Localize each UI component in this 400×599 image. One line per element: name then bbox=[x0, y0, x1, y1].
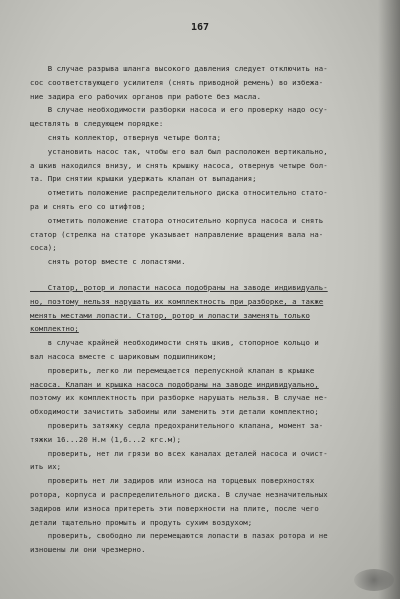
text-line: ить их; bbox=[30, 462, 62, 472]
text-line: та. При снятии крышки удержать клапан от выпадания; bbox=[30, 174, 257, 184]
underlined-line: комплектно; bbox=[30, 324, 79, 334]
text-line: установить насос так, чтобы его вал был расположен вертикально, bbox=[30, 146, 328, 156]
text-line: статор (стрелка на статоре указывает направление вращения вала на- bbox=[30, 229, 324, 239]
text-line: снять ротор вместе с лопастями. bbox=[30, 257, 186, 267]
text-line: задиров или износа притереть эти поверхности на плите, после чего bbox=[30, 503, 319, 513]
text-line: поэтому их комплектность при разборке нарушать нельзя. В случае не- bbox=[30, 393, 328, 403]
text-line: в случае крайней необходимости снять шкив, стопорное кольцо и bbox=[30, 338, 319, 348]
text-line: отметить положение распределительного диска относительно стато- bbox=[30, 188, 328, 198]
text-line: насоса. Клапан и крышка насоса подобраны на заводе индивидуально, bbox=[30, 379, 319, 389]
text-line: снять коллектор, отвернув четыре болта; bbox=[30, 132, 222, 142]
underlined-note bbox=[30, 281, 388, 336]
text-line: проверить, свободно ли перемещаются лопасти в пазах ротора и не bbox=[30, 531, 328, 541]
text-line: ра и снять его со штифтов; bbox=[30, 201, 146, 211]
text-line: вал насоса вместе с шариковым подшипником; bbox=[30, 351, 217, 361]
underlined-line: но, поэтому нельзя нарушать их комплектность при разборке, а также bbox=[30, 296, 324, 306]
underlined-line: Статор, ротор и лопасти насоса подобраны на заводе индивидуаль- bbox=[30, 282, 328, 292]
text-line: а шкив находился внизу, и снять крышку насоса, отвернув четыре бол- bbox=[30, 160, 328, 170]
text-line: отметить положение статора относительно корпуса насоса и снять bbox=[30, 215, 324, 225]
paper-stain bbox=[354, 569, 394, 591]
underlined-line: менять местами лопасти. Статор, ротор и лопасти заменять только bbox=[30, 310, 310, 320]
text-line: тяжки 16...20 Н.м (1,6...2 кгс.м); bbox=[30, 434, 182, 444]
text-line: В случае необходимости разборки насоса и его проверку надо осу- bbox=[30, 105, 328, 115]
text-line: проверить затяжку седла предохранительного клапана, момент за- bbox=[30, 420, 324, 430]
body-text bbox=[30, 62, 388, 557]
text-line: проверить, нет ли грязи во всех каналах деталей насоса и очист- bbox=[30, 448, 328, 458]
text-line: сос соответствующего усилителя (снять приводной ремень) во избежа- bbox=[30, 77, 324, 87]
text-line: изношены ли они чрезмерно. bbox=[30, 545, 146, 555]
text-line: соса); bbox=[30, 243, 57, 253]
page-edge-shadow bbox=[378, 0, 400, 599]
text-line: проверить нет ли задиров или износа на торцевых поверхностях bbox=[30, 476, 315, 486]
text-line: В случае разрыва шланга высокого давления следует отключить на- bbox=[30, 64, 328, 73]
text-line: обходимости зачистить забоины или заменить эти детали комплектно; bbox=[30, 407, 319, 417]
page-number: 167 bbox=[190, 22, 210, 33]
text-line: ние задира его рабочих органов при работе без масла. bbox=[30, 91, 262, 101]
text-line: ротора, корпуса и распределительного диска. В случае незначительных bbox=[30, 489, 328, 499]
text-line: детали тщательно промыть и продуть сухим воздухом; bbox=[30, 517, 253, 527]
text-line: ществлять в следующем порядке: bbox=[30, 119, 164, 129]
text-line: проверить, легко ли перемещается перепускной клапан в крышке bbox=[30, 365, 315, 375]
